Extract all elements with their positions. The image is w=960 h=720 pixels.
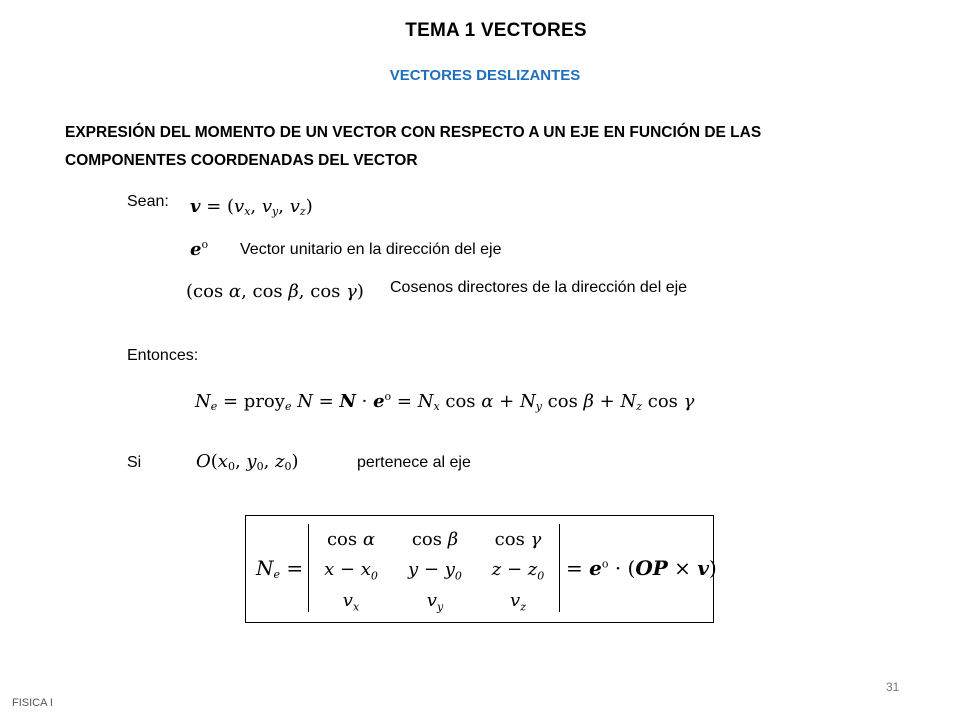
projection-formula: $N_e$ = proy$_e$ $N = N \cdot e^o = N_x$ $\cos \alpha + N_y$ $\cos \beta + N_z$ cos γ (195, 390, 695, 413)
det-cell: $x - x_0$ (324, 558, 378, 583)
page-number: 31 (886, 680, 900, 694)
det-cell: cos β (411, 529, 459, 550)
slide-title: TEMA 1 VECTORES (405, 20, 587, 41)
slide-subtitle: VECTORES DESLIZANTES (389, 67, 581, 84)
det-cell: $y - y_0$ (408, 558, 462, 583)
point-o-formula: $O(x_0$, $y_0$, $z_0$) (196, 451, 299, 473)
ne-equals: $N_e$ = (256, 556, 304, 581)
det-cell: cos α (326, 529, 375, 550)
det-cell: $v_x$ (342, 589, 360, 614)
footer-course: FISICA I (12, 697, 53, 709)
det-cell: $v_z$ (510, 589, 526, 614)
si-label: Si (127, 454, 142, 471)
determinant-formula-box (245, 515, 717, 623)
unit-vector-description: Vector unitario en la dirección del eje (240, 241, 502, 258)
det-cell: $z - z_0$ (491, 558, 545, 583)
section-heading: EXPRESIÓN DEL MOMENTO DE UN VECTOR CON RESPECTO A UN EJE EN FUNCIÓN DE LAS COMPONENTES COORDENADAS DEL VECTOR (65, 124, 762, 169)
direction-cosines-description: Cosenos directores de la dirección del eje (390, 279, 688, 296)
unit-vector-symbol: $e^o$ (190, 238, 209, 260)
vector-v-formula: $v = (v_x$, $v_y$, $v_z$) (190, 196, 313, 218)
cross-product-formula: = $e^o \cdot (OP \times v)$ (566, 556, 717, 580)
determinant-matrix (308, 524, 560, 612)
det-cell: cos γ (494, 529, 542, 550)
det-cell: $v_y$ (426, 589, 444, 614)
entonces-label: Entonces: (127, 347, 199, 364)
pertenece-label: pertenece al eje (357, 454, 471, 471)
direction-cosines-formula: (cos α, cos β, cos γ) (186, 281, 364, 302)
sean-label: Sean: (127, 193, 169, 210)
